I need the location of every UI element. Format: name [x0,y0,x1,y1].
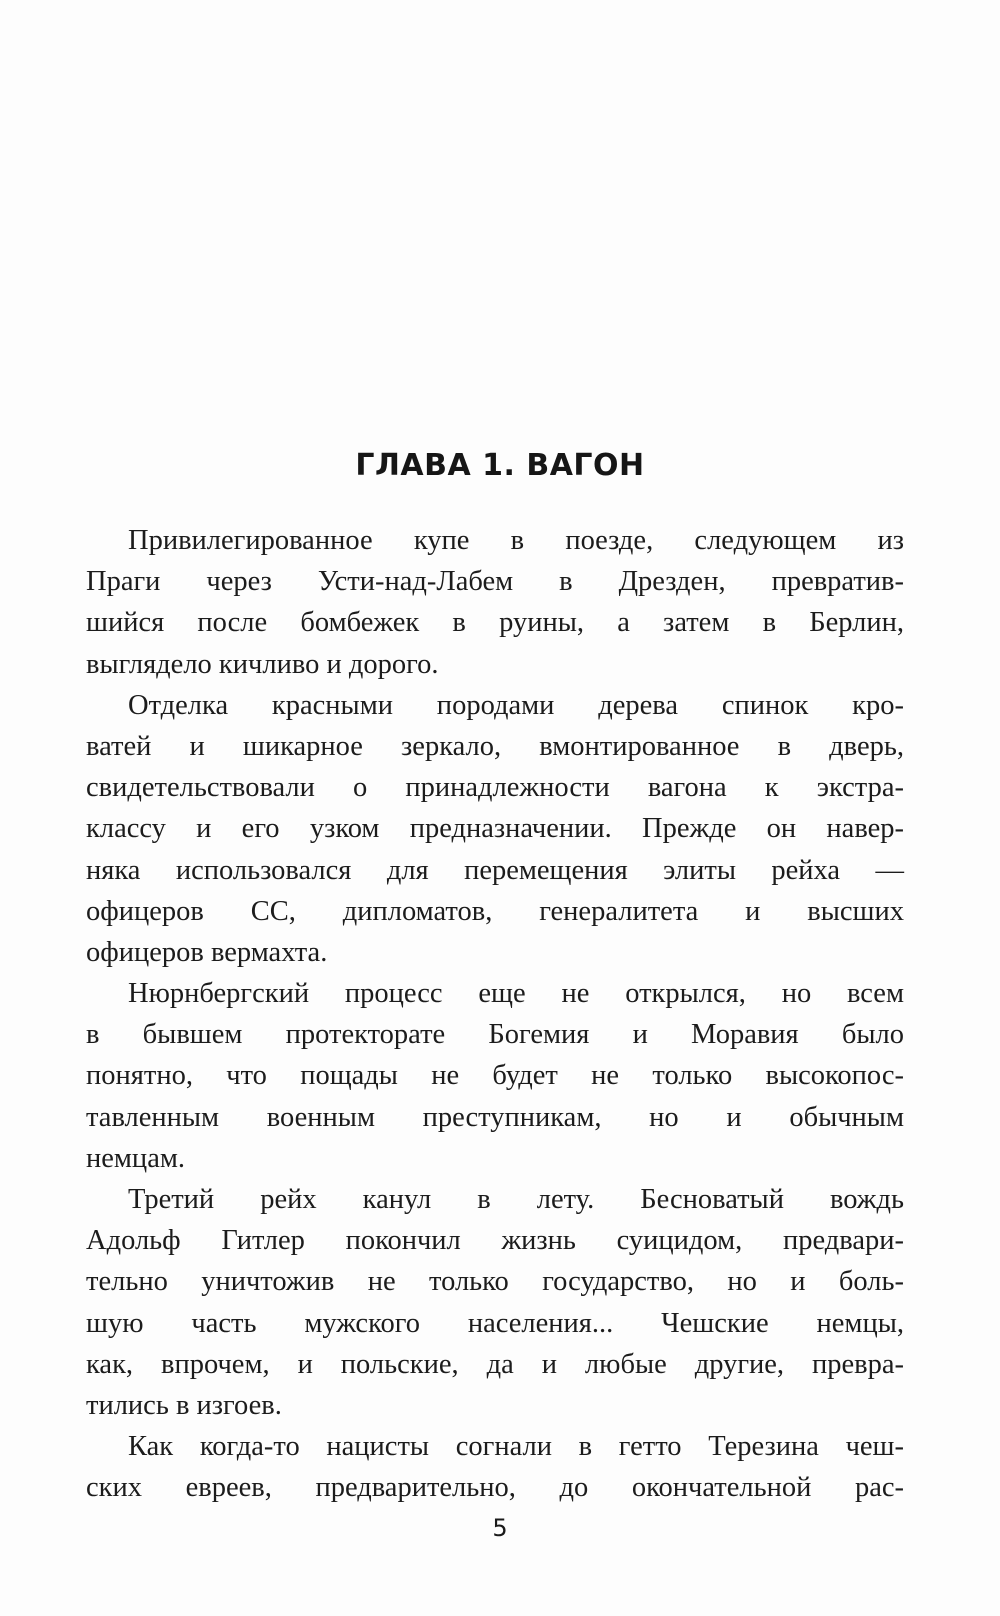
text-line: классу и его узком предназначении. Прежде он навер- [86,813,904,845]
text-line: шийся после бомбежек в руины, а затем в Берлин, [86,607,904,639]
text-line: немцам. [86,1142,185,1174]
text-line: офицеров вермахта. [86,936,328,968]
paragraph [86,1426,904,1508]
text-line: Нюрнбергский процесс еще не открылся, но всем [128,978,904,1010]
body-text [86,520,904,1509]
paragraph [86,973,904,1179]
paragraph [86,1179,904,1426]
chapter-title: ГЛАВА 1. ВАГОН [355,448,645,483]
text-line: тавленным военным преступникам, но и обычным [86,1101,904,1133]
text-line: в бывшем протекторате Богемия и Моравия было [86,1019,904,1051]
text-line: тились в изгоев. [86,1389,282,1421]
text-line: свидетельствовали о принадлежности вагона к экстра- [86,772,904,804]
page-number: 5 [492,1514,508,1542]
text-line: понятно, что пощады не будет не только высокопос- [86,1060,904,1092]
paragraph [86,685,904,973]
text-line: Как когда-то нацисты согнали в гетто Терезина чеш- [128,1431,904,1463]
text-line: Отделка красными породами дерева спинок кро- [128,689,904,721]
text-line: как, впрочем, и польские, да и любые другие, превра- [86,1348,904,1380]
text-line: няка использовался для перемещения элиты рейха — [86,854,904,886]
text-line: офицеров СС, дипломатов, генералитета и высших [86,895,904,927]
text-line: выглядело кичливо и дорого. [86,648,439,680]
text-line: Третий рейх канул в лету. Бесноватый вождь [128,1184,904,1215]
text-line: Праги через Усти-над-Лабем в Дрезден, превратив- [86,566,904,598]
paragraph [86,520,904,685]
text-line: ватей и шикарное зеркало, вмонтированное в дверь, [86,730,904,762]
text-line: Адольф Гитлер покончил жизнь суицидом, предвари- [86,1225,904,1257]
text-line: шую часть мужского населения... Чешские немцы, [86,1307,904,1339]
text-line: Привилегированное купе в поезде, следующем из [128,525,904,556]
text-line: ских евреев, предварительно, до окончательной рас- [86,1472,904,1504]
text-line: тельно уничтожив не только государство, но и боль- [86,1266,904,1298]
